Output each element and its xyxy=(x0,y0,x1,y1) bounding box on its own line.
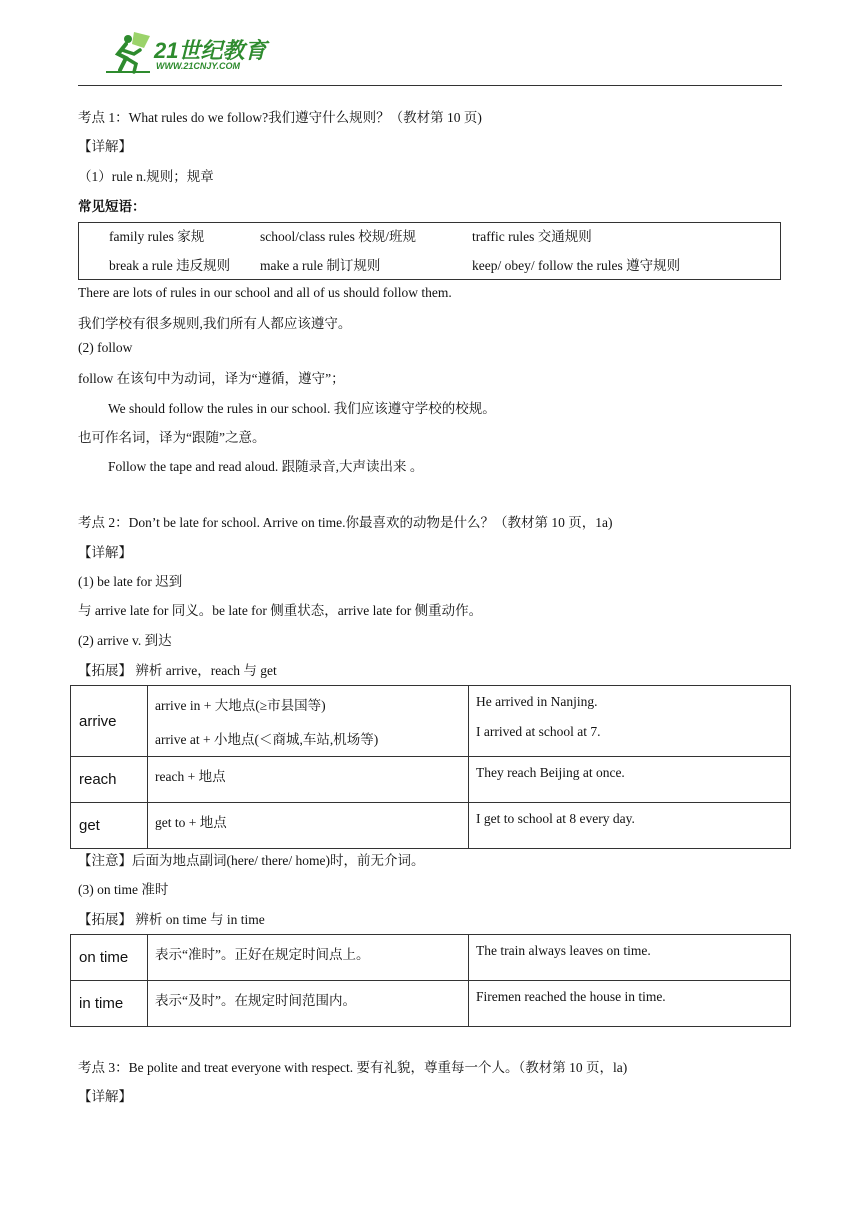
usage-line: arrive in + 大地点(≥市县国等) xyxy=(155,698,326,713)
word-cell: in time xyxy=(71,981,148,1027)
usage-line: arrive at + 小地点(＜商城,车站,机场等) xyxy=(155,732,379,747)
point2-ext1: 【拓展】 辨析 arrive，reach 与 get xyxy=(78,663,277,678)
point2-title: 考点 2：Don’t be late for school. Arrive on time.你最喜欢的动物是什么？（教材第 10 页，1a) xyxy=(78,515,613,530)
example-cell xyxy=(469,686,791,757)
usage-cell: reach + 地点 xyxy=(148,757,469,803)
point1-example-en: There are lots of rules in our school and all of us should follow them. xyxy=(78,285,452,300)
word-cell: on time xyxy=(71,935,148,981)
point1-detail-label: 【详解】 xyxy=(78,139,132,154)
word-cell: get xyxy=(71,803,148,849)
meaning-cell: 表示“及时”。在规定时间范围内。 xyxy=(148,981,469,1027)
word-cell: reach xyxy=(71,757,148,803)
word-cell: arrive xyxy=(71,686,148,757)
meaning-cell: 表示“准时”。正好在规定时间点上。 xyxy=(148,935,469,981)
example-cell: Firemen reached the house in time. xyxy=(469,981,791,1027)
point2-note: 【注意】后面为地点副词(here/ there/ home)时，前无介词。 xyxy=(78,853,425,868)
point1-example-zh: 我们学校有很多规则,我们所有人都应该遵守。 xyxy=(78,316,352,331)
point1-title: 考点 1：What rules do we follow?我们遵守什么规则？（教材第 10 页) xyxy=(78,110,482,125)
site-logo xyxy=(104,30,274,76)
phrase-item: family rules 家规 xyxy=(109,229,205,244)
example-line: He arrived in Nanjing. xyxy=(476,694,598,709)
usage-cell xyxy=(148,686,469,757)
example-cell: I get to school at 8 every day. xyxy=(469,803,791,849)
example-cell: They reach Beijing at once. xyxy=(469,757,791,803)
arrive-reach-get-table xyxy=(70,685,791,849)
logo-url: WWW.21CNJY.COM xyxy=(156,61,241,71)
table-row xyxy=(71,757,791,803)
point1-noun-note: 也可作名词，译为“跟随”之意。 xyxy=(78,430,266,445)
logo-title: 21世纪教育 xyxy=(154,38,267,63)
point3-detail-label: 【详解】 xyxy=(78,1089,132,1104)
point2-sub1-note: 与 arrive late for 同义。be late for 侧重状态，arrive late for 侧重动作。 xyxy=(78,603,483,618)
point1-verb-note: follow 在该句中为动词，译为“遵循，遵守”； xyxy=(78,371,345,386)
phrase-item: keep/ obey/ follow the rules 遵守规则 xyxy=(472,258,681,273)
table-row xyxy=(71,935,791,981)
phrases-box xyxy=(78,222,781,280)
on-time-in-time-table xyxy=(70,934,791,1027)
usage-cell: get to + 地点 xyxy=(148,803,469,849)
point1-sub2: (2) follow xyxy=(78,340,133,355)
example-cell: The train always leaves on time. xyxy=(469,935,791,981)
table-row xyxy=(71,803,791,849)
point2-sub3: (3) on time 准时 xyxy=(78,882,169,897)
point2-sub1: (1) be late for 迟到 xyxy=(78,574,183,589)
point1-noun-example: Follow the tape and read aloud. 跟随录音,大声读出来 。 xyxy=(108,459,424,474)
phrase-item: make a rule 制订规则 xyxy=(260,258,381,273)
example-line: I arrived at school at 7. xyxy=(476,724,601,739)
point2-sub2: (2) arrive v. 到达 xyxy=(78,633,172,648)
phrases-label: 常见短语： xyxy=(78,199,146,214)
phrase-item: school/class rules 校规/班规 xyxy=(260,229,416,244)
header-divider xyxy=(78,85,782,86)
phrase-item: break a rule 违反规则 xyxy=(109,258,231,273)
table-row xyxy=(71,981,791,1027)
runner-logo-icon xyxy=(104,30,154,76)
point3-title: 考点 3：Be polite and treat everyone with respect. 要有礼貌，尊重每一个人。（教材第 10 页，la) xyxy=(78,1060,628,1075)
point1-sub1: （1）rule n.规则；规章 xyxy=(78,169,214,184)
phrase-item: traffic rules 交通规则 xyxy=(472,229,592,244)
table-row xyxy=(71,686,791,757)
point1-verb-example: We should follow the rules in our school. 我们应该遵守学校的校规。 xyxy=(108,401,496,416)
point2-detail-label: 【详解】 xyxy=(78,545,132,560)
point2-ext2: 【拓展】 辨析 on time 与 in time xyxy=(78,912,265,927)
